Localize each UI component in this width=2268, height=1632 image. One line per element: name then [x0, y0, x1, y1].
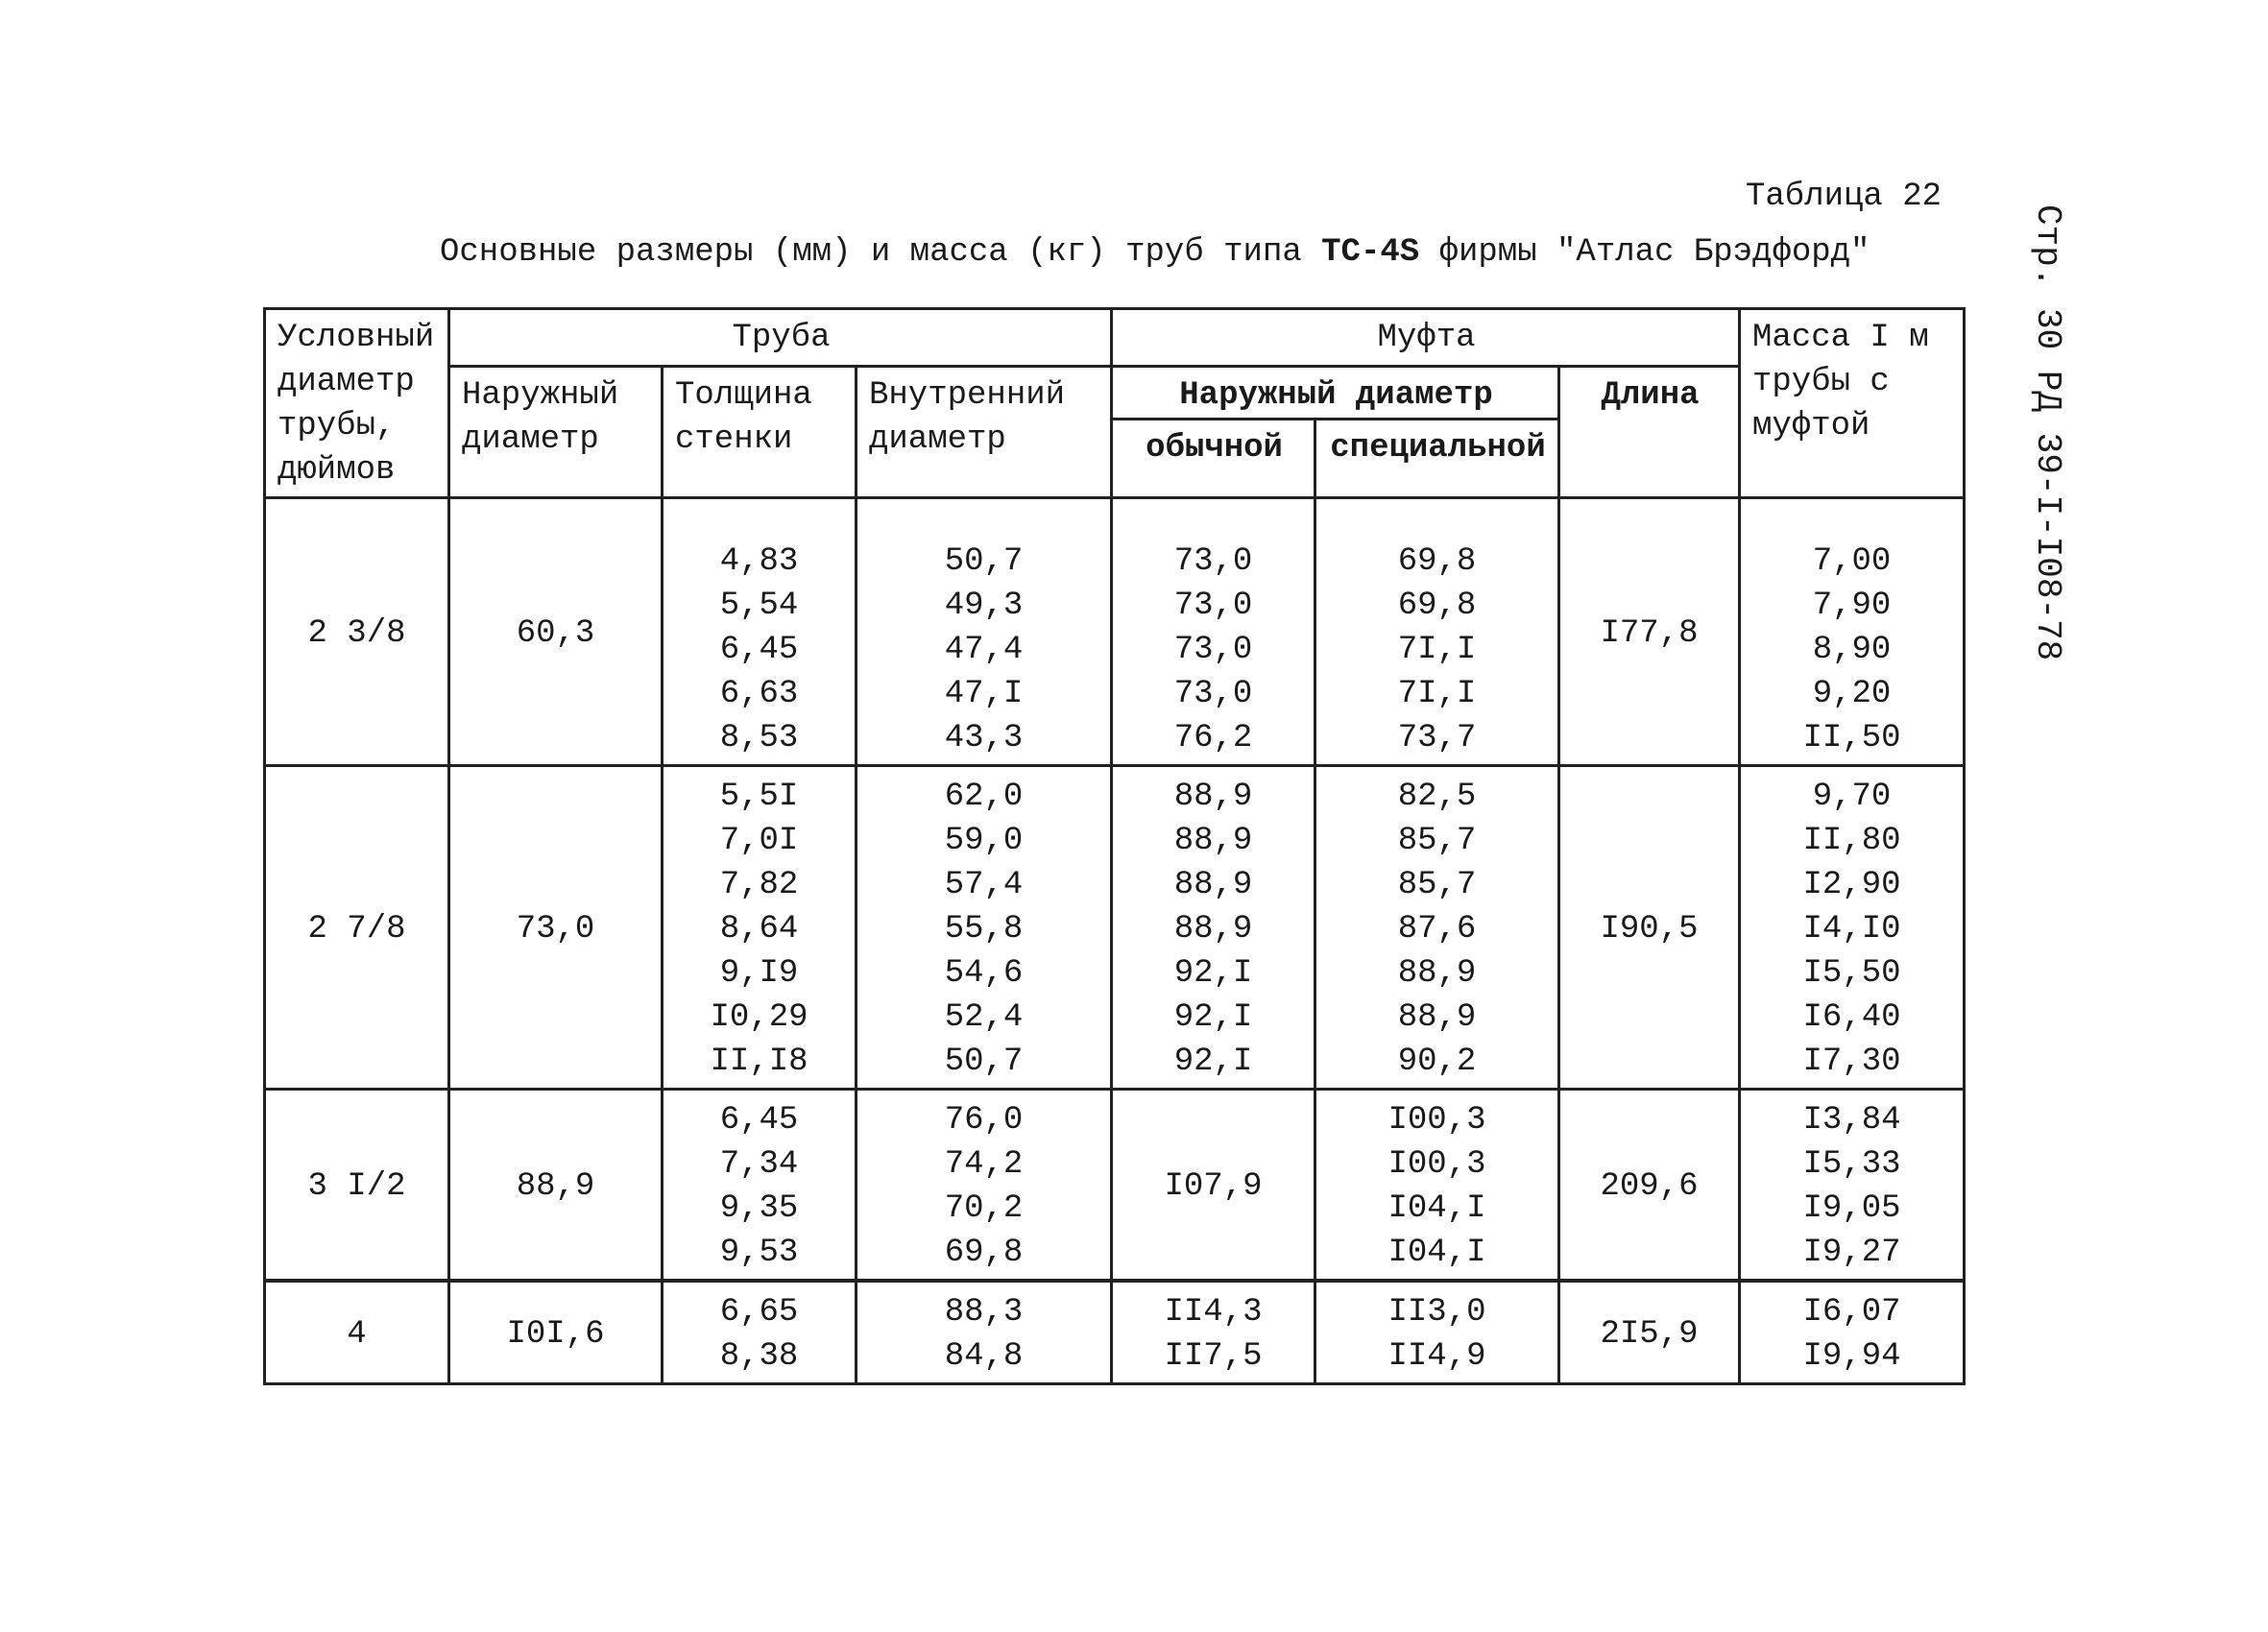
regular-cell: 73,0 73,0 73,0 73,0 76,2 — [1112, 498, 1315, 766]
special-cell: II3,0 II4,9 — [1315, 1281, 1559, 1384]
special-cell: I00,3 I00,3 I04,I I04,I — [1315, 1090, 1559, 1282]
table-row — [265, 1090, 1965, 1282]
page-stamp: Стр. 30 РД 39-I-I08-78 — [2028, 204, 2067, 661]
table-row — [265, 766, 1965, 1090]
header-pipe-inner: Внутренний диаметр — [857, 367, 1112, 498]
outer-cell: 88,9 — [449, 1090, 663, 1282]
length-cell: 209,6 — [1559, 1090, 1740, 1282]
mass-cell: 7,00 7,90 8,90 9,20 II,50 — [1740, 498, 1965, 766]
length-cell: I90,5 — [1559, 766, 1740, 1090]
wall-cell: 4,83 5,54 6,45 6,63 8,53 — [663, 498, 857, 766]
header-coupling-length: Длина — [1559, 367, 1740, 498]
table-number: Таблица 22 — [1746, 179, 1942, 215]
special-cell: 69,8 69,8 7I,I 7I,I 73,7 — [1315, 498, 1559, 766]
inner-cell: 50,7 49,3 47,4 47,I 43,3 — [857, 498, 1112, 766]
mass-cell: I3,84 I5,33 I9,05 I9,27 — [1740, 1090, 1965, 1282]
header-wall-thickness: Толщина стенки — [663, 367, 857, 498]
nominal-cell: 3 I/2 — [265, 1090, 449, 1282]
mass-cell: I6,07 I9,94 — [1740, 1281, 1965, 1384]
inner-cell: 88,3 84,8 — [857, 1281, 1112, 1384]
table-caption — [440, 234, 1870, 271]
inner-cell: 76,0 74,2 70,2 69,8 — [857, 1090, 1112, 1282]
regular-cell: II4,3 II7,5 — [1112, 1281, 1315, 1384]
header-pipe: Труба — [449, 309, 1112, 367]
header-coupling-special: специальной — [1315, 420, 1559, 498]
header-coupling: Муфта — [1112, 309, 1740, 367]
nominal-cell: 2 7/8 — [265, 766, 449, 1090]
header-pipe-outer: Наружный диаметр — [449, 367, 663, 498]
header-nominal-diameter: Условный диаметр трубы, дюймов — [265, 309, 449, 498]
caption-text: Основные размеры (мм) и масса (кг) труб типа — [440, 234, 1322, 271]
length-cell: 2I5,9 — [1559, 1281, 1740, 1384]
nominal-cell: 2 3/8 — [265, 498, 449, 766]
table-row — [265, 498, 1965, 766]
wall-cell: 6,65 8,38 — [663, 1281, 857, 1384]
inner-cell: 62,0 59,0 57,4 55,8 54,6 52,4 50,7 — [857, 766, 1112, 1090]
wall-cell: 6,45 7,34 9,35 9,53 — [663, 1090, 857, 1282]
outer-cell: I0I,6 — [449, 1281, 663, 1384]
regular-cell: I07,9 — [1112, 1090, 1315, 1282]
pipe-dimensions-table — [263, 307, 1966, 1385]
mass-cell: 9,70 II,80 I2,90 I4,I0 I5,50 I6,40 I7,30 — [1740, 766, 1965, 1090]
caption-manufacturer: фирмы "Атлас Брэдфорд" — [1419, 234, 1870, 271]
regular-cell: 88,9 88,9 88,9 88,9 92,I 92,I 92,I — [1112, 766, 1315, 1090]
table-row — [265, 1281, 1965, 1384]
header-coupling-outer: Наружный диаметр — [1112, 367, 1559, 420]
pipe-type: ТС-4S — [1321, 234, 1420, 271]
header-mass: Масса I м трубы с муфтой — [1740, 309, 1965, 498]
wall-cell: 5,5I 7,0I 7,82 8,64 9,I9 I0,29 II,I8 — [663, 766, 857, 1090]
length-cell: I77,8 — [1559, 498, 1740, 766]
outer-cell: 73,0 — [449, 766, 663, 1090]
header-coupling-regular: обычной — [1112, 420, 1315, 498]
outer-cell: 60,3 — [449, 498, 663, 766]
nominal-cell: 4 — [265, 1281, 449, 1384]
special-cell: 82,5 85,7 85,7 87,6 88,9 88,9 90,2 — [1315, 766, 1559, 1090]
